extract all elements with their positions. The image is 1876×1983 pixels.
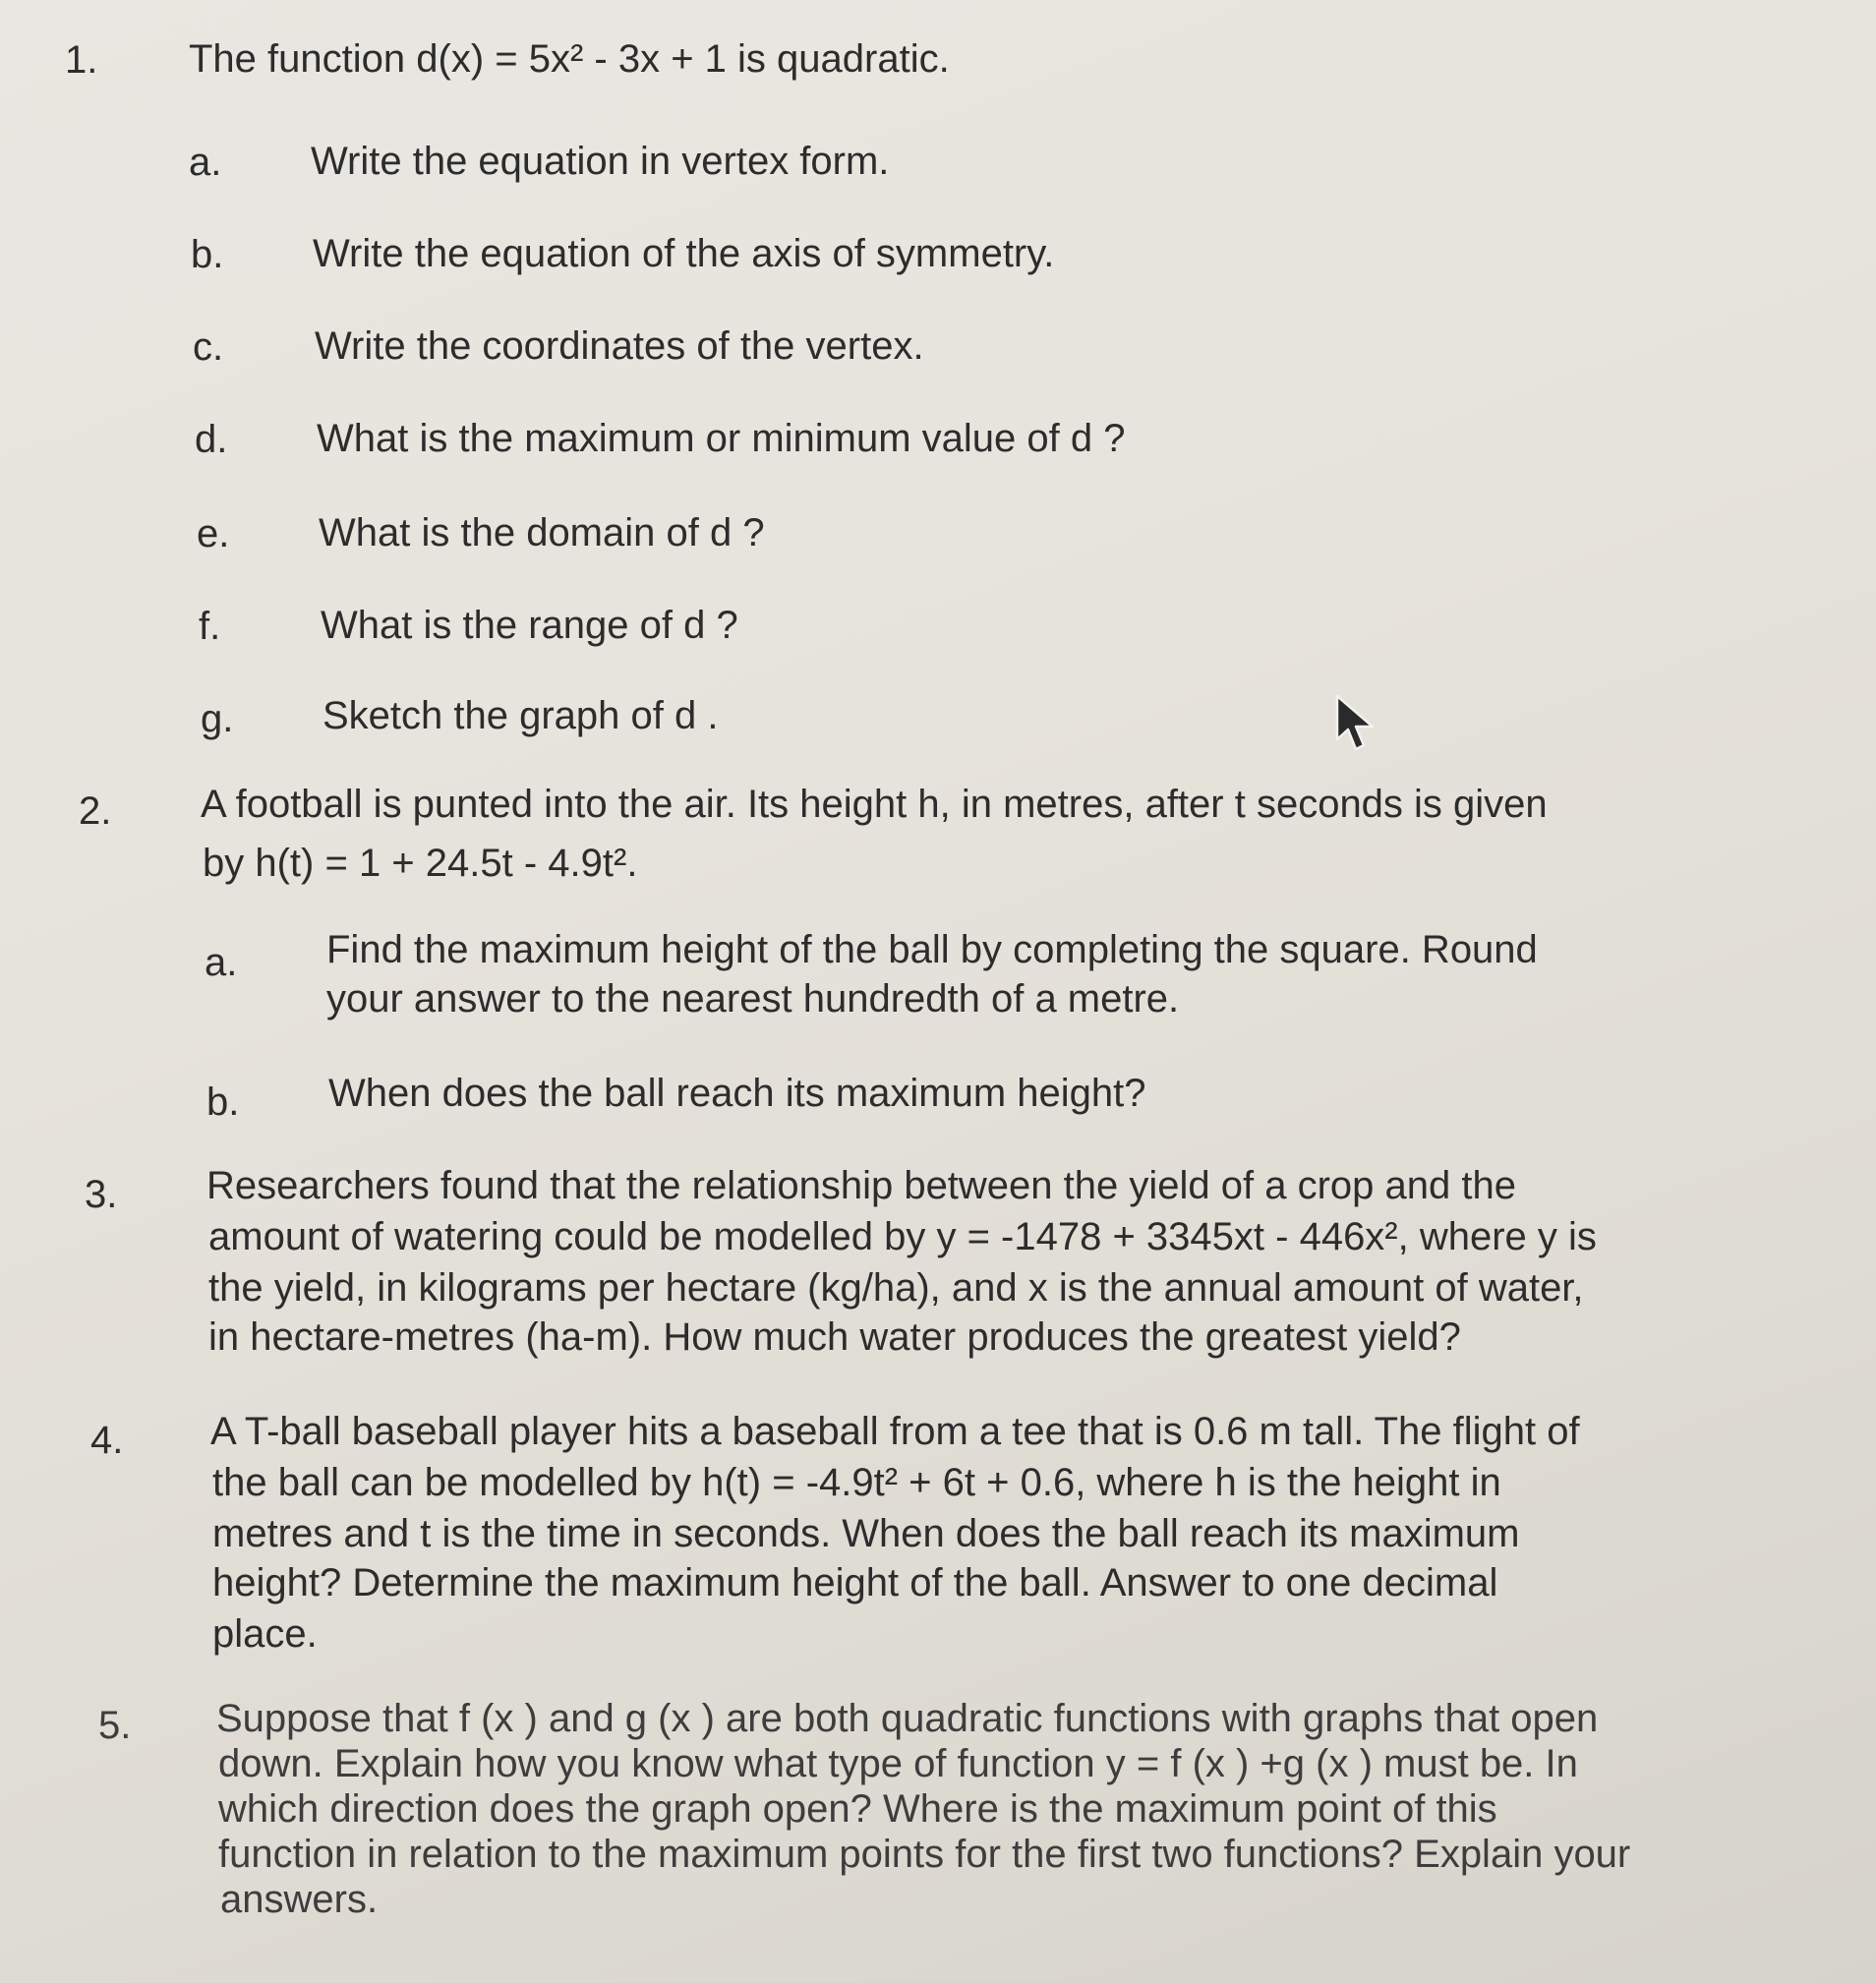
- q1-part-a-letter: a.: [189, 141, 222, 184]
- question-5-line-3: which direction does the graph open? Where is the maximum point of this: [218, 1787, 1497, 1831]
- q1-part-f-text: What is the range of d ?: [321, 604, 738, 647]
- q1-part-d-letter: d.: [195, 418, 228, 461]
- q1-part-c-text: Write the coordinates of the vertex.: [315, 324, 924, 368]
- q1-part-a-text: Write the equation in vertex form.: [311, 140, 890, 183]
- question-5-line-4: function in relation to the maximum points for the first two functions? Explain your: [218, 1833, 1631, 1876]
- question-3-line-1: Researchers found that the relationship between the yield of a crop and the: [206, 1164, 1516, 1207]
- question-5-line-1: Suppose that f (x ) and g (x ) are both quadratic functions with graphs that open: [216, 1697, 1599, 1740]
- q2-part-a-line-2: your answer to the nearest hundredth of a metre.: [326, 977, 1180, 1021]
- question-4-line-2: the ball can be modelled by h(t) = -4.9t² + 6t + 0.6, where h is the height in: [212, 1461, 1501, 1504]
- question-3-line-3: the yield, in kilograms per hectare (kg/ha), and x is the annual amount of water,: [208, 1266, 1584, 1310]
- q2-part-a-line-1: Find the maximum height of the ball by completing the square. Round: [326, 928, 1538, 971]
- q1-part-e-text: What is the domain of d ?: [319, 511, 765, 554]
- question-3-line-2: amount of watering could be modelled by y = -1478 + 3345xt - 446x², where y is: [208, 1215, 1597, 1258]
- q1-part-g-letter: g.: [201, 697, 234, 740]
- question-4-line-5: place.: [212, 1612, 318, 1656]
- question-1-function: d(x) = 5x² - 3x + 1: [416, 37, 727, 81]
- q1-part-c-letter: c.: [193, 325, 224, 369]
- question-3-number: 3.: [85, 1173, 118, 1216]
- question-5-line-5: answers.: [220, 1878, 379, 1921]
- q2-part-b-line-1: When does the ball reach its maximum height?: [328, 1072, 1146, 1115]
- question-5-line-2: down. Explain how you know what type of function y = f (x ) +g (x ) must be. In: [218, 1742, 1578, 1785]
- question-4-number: 4.: [90, 1419, 124, 1462]
- question-4-line-1: A T-ball baseball player hits a baseball from a tee that is 0.6 m tall. The flight of: [210, 1410, 1580, 1453]
- q2-part-b-letter: b.: [206, 1080, 240, 1124]
- mouse-pointer-icon: [1335, 694, 1378, 751]
- q1-part-f-letter: f.: [199, 605, 221, 648]
- question-1-stem-suffix: is quadratic.: [726, 37, 950, 81]
- q2-part-a-letter: a.: [205, 941, 238, 984]
- q1-part-b-text: Write the equation of the axis of symmetry.: [313, 232, 1055, 275]
- q1-part-b-letter: b.: [191, 233, 224, 276]
- q1-part-d-text: What is the maximum or minimum value of d ?: [317, 417, 1126, 460]
- question-2-stem-line-2: by h(t) = 1 + 24.5t - 4.9t².: [203, 842, 638, 885]
- question-5-number: 5.: [98, 1704, 132, 1747]
- question-2-number: 2.: [79, 789, 112, 833]
- question-1-stem-prefix: The function: [189, 37, 417, 81]
- question-2-stem-line-1: A football is punted into the air. Its height h, in metres, after t seconds is given: [201, 783, 1548, 826]
- question-4-line-3: metres and t is the time in seconds. When does the ball reach its maximum: [212, 1512, 1520, 1555]
- question-4-line-4: height? Determine the maximum height of the ball. Answer to one decimal: [212, 1561, 1498, 1604]
- question-1-stem: [189, 33, 950, 85]
- q1-part-e-letter: e.: [197, 512, 230, 555]
- q1-part-g-text: Sketch the graph of d .: [322, 694, 719, 737]
- question-1-number: 1.: [65, 38, 98, 82]
- question-3-line-4: in hectare-metres (ha-m). How much water produces the greatest yield?: [208, 1315, 1461, 1359]
